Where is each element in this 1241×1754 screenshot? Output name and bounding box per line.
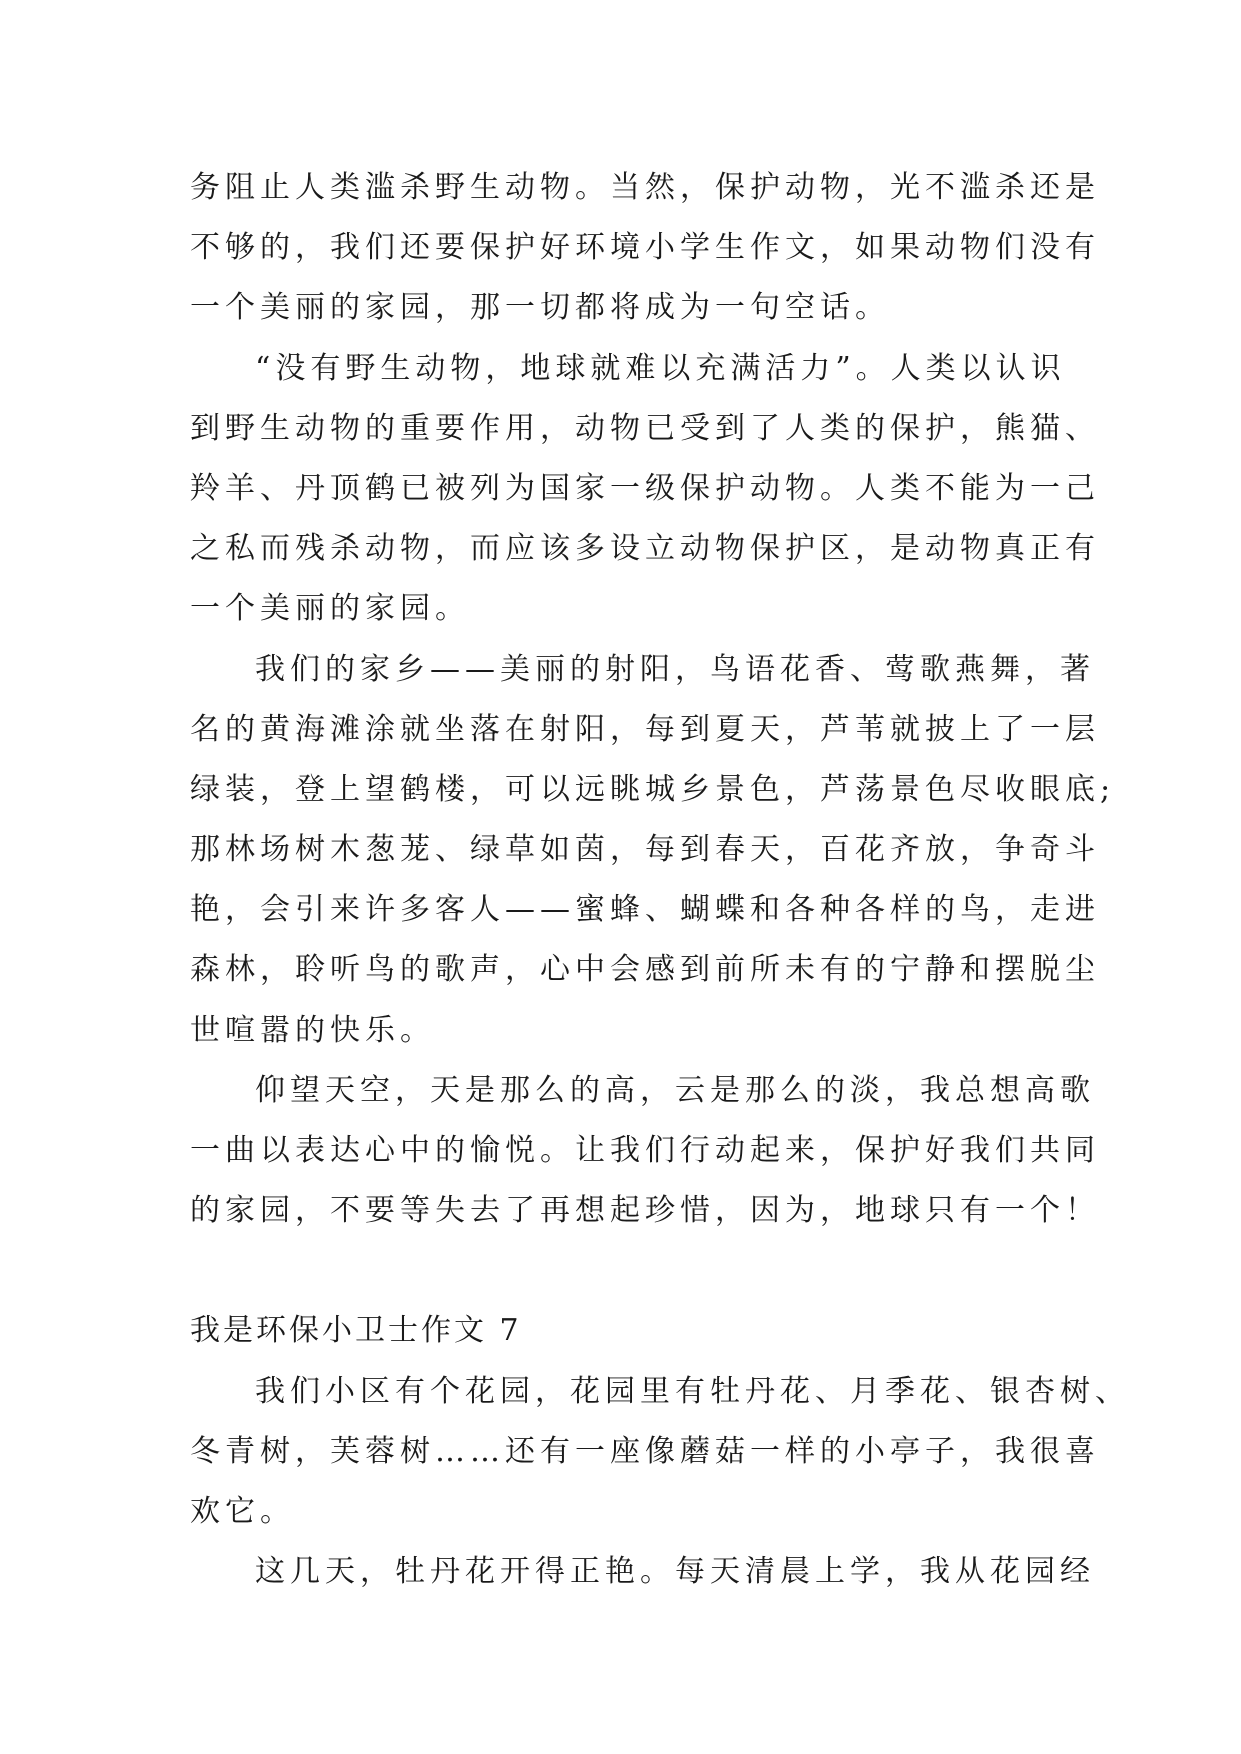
document-body xyxy=(190,158,1130,1602)
text-line: 一个美丽的家园，那一切都将成为一句空话。 xyxy=(190,290,890,326)
paragraph-3 xyxy=(190,640,1116,1061)
text-line: 我们小区有个花园，花园里有牡丹花、月季花、银杏树、 xyxy=(255,1373,1130,1409)
text-line: 欢它。 xyxy=(190,1493,295,1529)
text-line: 羚羊、丹顶鹤已被列为国家一级保护动物。人类不能为一己 xyxy=(190,470,1100,506)
text-line: 的家园，不要等失去了再想起珍惜，因为，地球只有一个！ xyxy=(190,1193,1100,1229)
paragraph-1 xyxy=(190,158,1100,339)
text-line: 我们的家乡——美丽的射阳，鸟语花香、莺歌燕舞，著 xyxy=(255,651,1095,687)
paragraph-2 xyxy=(190,339,1100,640)
paragraph-4 xyxy=(190,1061,1100,1242)
section-heading: 我是环保小卫士作文 7 xyxy=(190,1313,522,1349)
text-line: 到野生动物的重要作用，动物已受到了人类的保护，熊猫、 xyxy=(190,410,1100,446)
text-line: 名的黄海滩涂就坐落在射阳，每到夏天，芦苇就披上了一层 xyxy=(190,711,1100,747)
text-line: “没有野生动物，地球就难以充满活力”。人类以认识 xyxy=(255,350,1066,386)
text-line: 之私而残杀动物，而应该多设立动物保护区，是动物真正有 xyxy=(190,531,1100,567)
paragraph-5 xyxy=(190,1362,1130,1543)
paragraph-6 xyxy=(190,1542,1095,1602)
text-line: 一个美丽的家园。 xyxy=(190,591,470,627)
text-line: 这几天，牡丹花开得正艳。每天清晨上学，我从花园经 xyxy=(255,1554,1095,1590)
text-line: 那林场树木葱茏、绿草如茵，每到春天，百花齐放，争奇斗 xyxy=(190,832,1100,868)
text-line: 不够的，我们还要保护好环境小学生作文，如果动物们没有 xyxy=(190,230,1100,266)
text-line: 森林，聆听鸟的歌声，心中会感到前所未有的宁静和摆脱尘 xyxy=(190,952,1100,988)
paragraph-gap xyxy=(190,1241,1070,1301)
text-line: 冬青树，芙蓉树……还有一座像蘑菇一样的小亭子，我很喜 xyxy=(190,1433,1100,1469)
text-line: 仰望天空，天是那么的高，云是那么的淡，我总想高歌 xyxy=(255,1072,1095,1108)
text-line: 一曲以表达心中的愉悦。让我们行动起来，保护好我们共同 xyxy=(190,1133,1100,1168)
text-line: 世喧嚣的快乐。 xyxy=(190,1012,435,1048)
text-line: 绿装，登上望鹤楼，可以远眺城乡景色，芦荡景色尽收眼底; xyxy=(190,771,1116,807)
text-line: 艳，会引来许多客人——蜜蜂、蝴蝶和各种各样的鸟，走进 xyxy=(190,892,1100,928)
text-line: 务阻止人类滥杀野生动物。当然，保护动物，光不滥杀还是 xyxy=(190,170,1100,205)
